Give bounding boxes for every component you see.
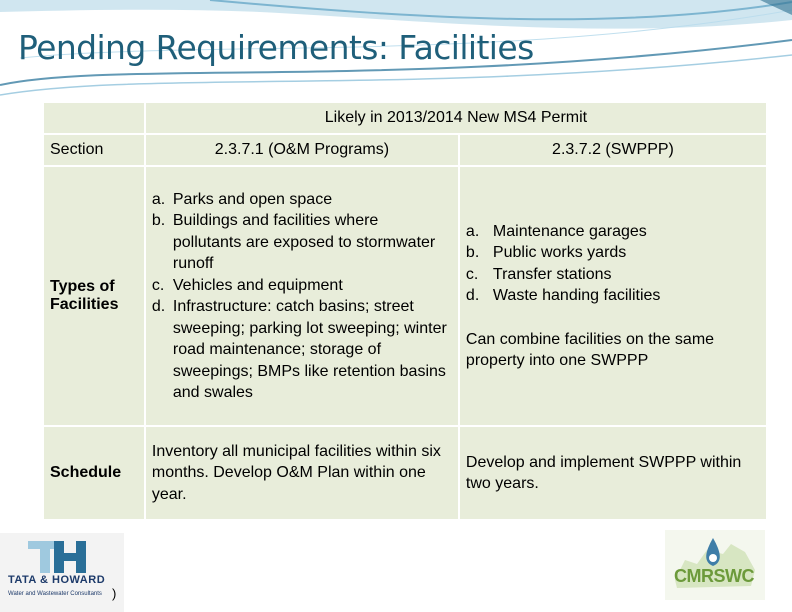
- table-header-row: [44, 103, 766, 133]
- list-item: d. Waste handing facilities: [465, 287, 661, 304]
- types-row: [44, 167, 766, 425]
- schedule-label: Schedule: [44, 427, 144, 519]
- swppp-combine-note: Can combine facilities on the same property into one SWPPP: [465, 330, 715, 369]
- om-types-cell: [146, 167, 458, 425]
- tata-howard-name: TATA & HOWARD: [8, 574, 106, 586]
- om-column-header: 2.3.7.1 (O&M Programs): [146, 135, 458, 165]
- om-types-list: [146, 189, 458, 404]
- types-label: Types of Facilities: [44, 167, 144, 425]
- tata-howard-subtitle: Water and Wastewater Consultants: [8, 591, 102, 597]
- schedule-row: [44, 427, 766, 519]
- requirements-table: [42, 101, 768, 521]
- permit-header: Likely in 2013/2014 New MS4 Permit: [146, 103, 766, 133]
- list-item: c. Vehicles and equipment: [151, 276, 343, 294]
- om-schedule-cell: Inventory all municipal facilities within six months. Develop O&M Plan within one year.: [146, 427, 458, 519]
- header-empty-cell: [44, 103, 144, 133]
- section-header: Section: [44, 135, 144, 165]
- swppp-schedule-cell: Develop and implement SWPPP within two years.: [460, 427, 766, 519]
- stray-paren: ): [112, 586, 117, 601]
- slide-title: Pending Requirements: Facilities: [18, 28, 534, 67]
- column-header-row: [44, 135, 766, 165]
- cmrswc-name: CMRSWC: [674, 566, 754, 586]
- swppp-types-list: [460, 221, 766, 307]
- list-item: d. Infrastructure: catch basins; street sweeping; parking lot sweeping; winter road maintenance; storage of sweepings; BMPs like retention basins and swales: [151, 298, 447, 401]
- swppp-types-cell: [460, 167, 766, 425]
- list-item: b. Public works yards: [465, 244, 627, 261]
- list-item: a. Parks and open space: [151, 190, 333, 208]
- list-item: a. Maintenance garages: [465, 222, 647, 240]
- swppp-column-header: 2.3.7.2 (SWPPP): [460, 135, 766, 165]
- list-item: b. Buildings and facilities where pollutants are exposed to stormwater runoff: [151, 212, 436, 272]
- cmrswc-logo: [665, 530, 765, 600]
- tata-howard-logo: [0, 533, 124, 612]
- list-item: c. Transfer stations: [465, 265, 612, 283]
